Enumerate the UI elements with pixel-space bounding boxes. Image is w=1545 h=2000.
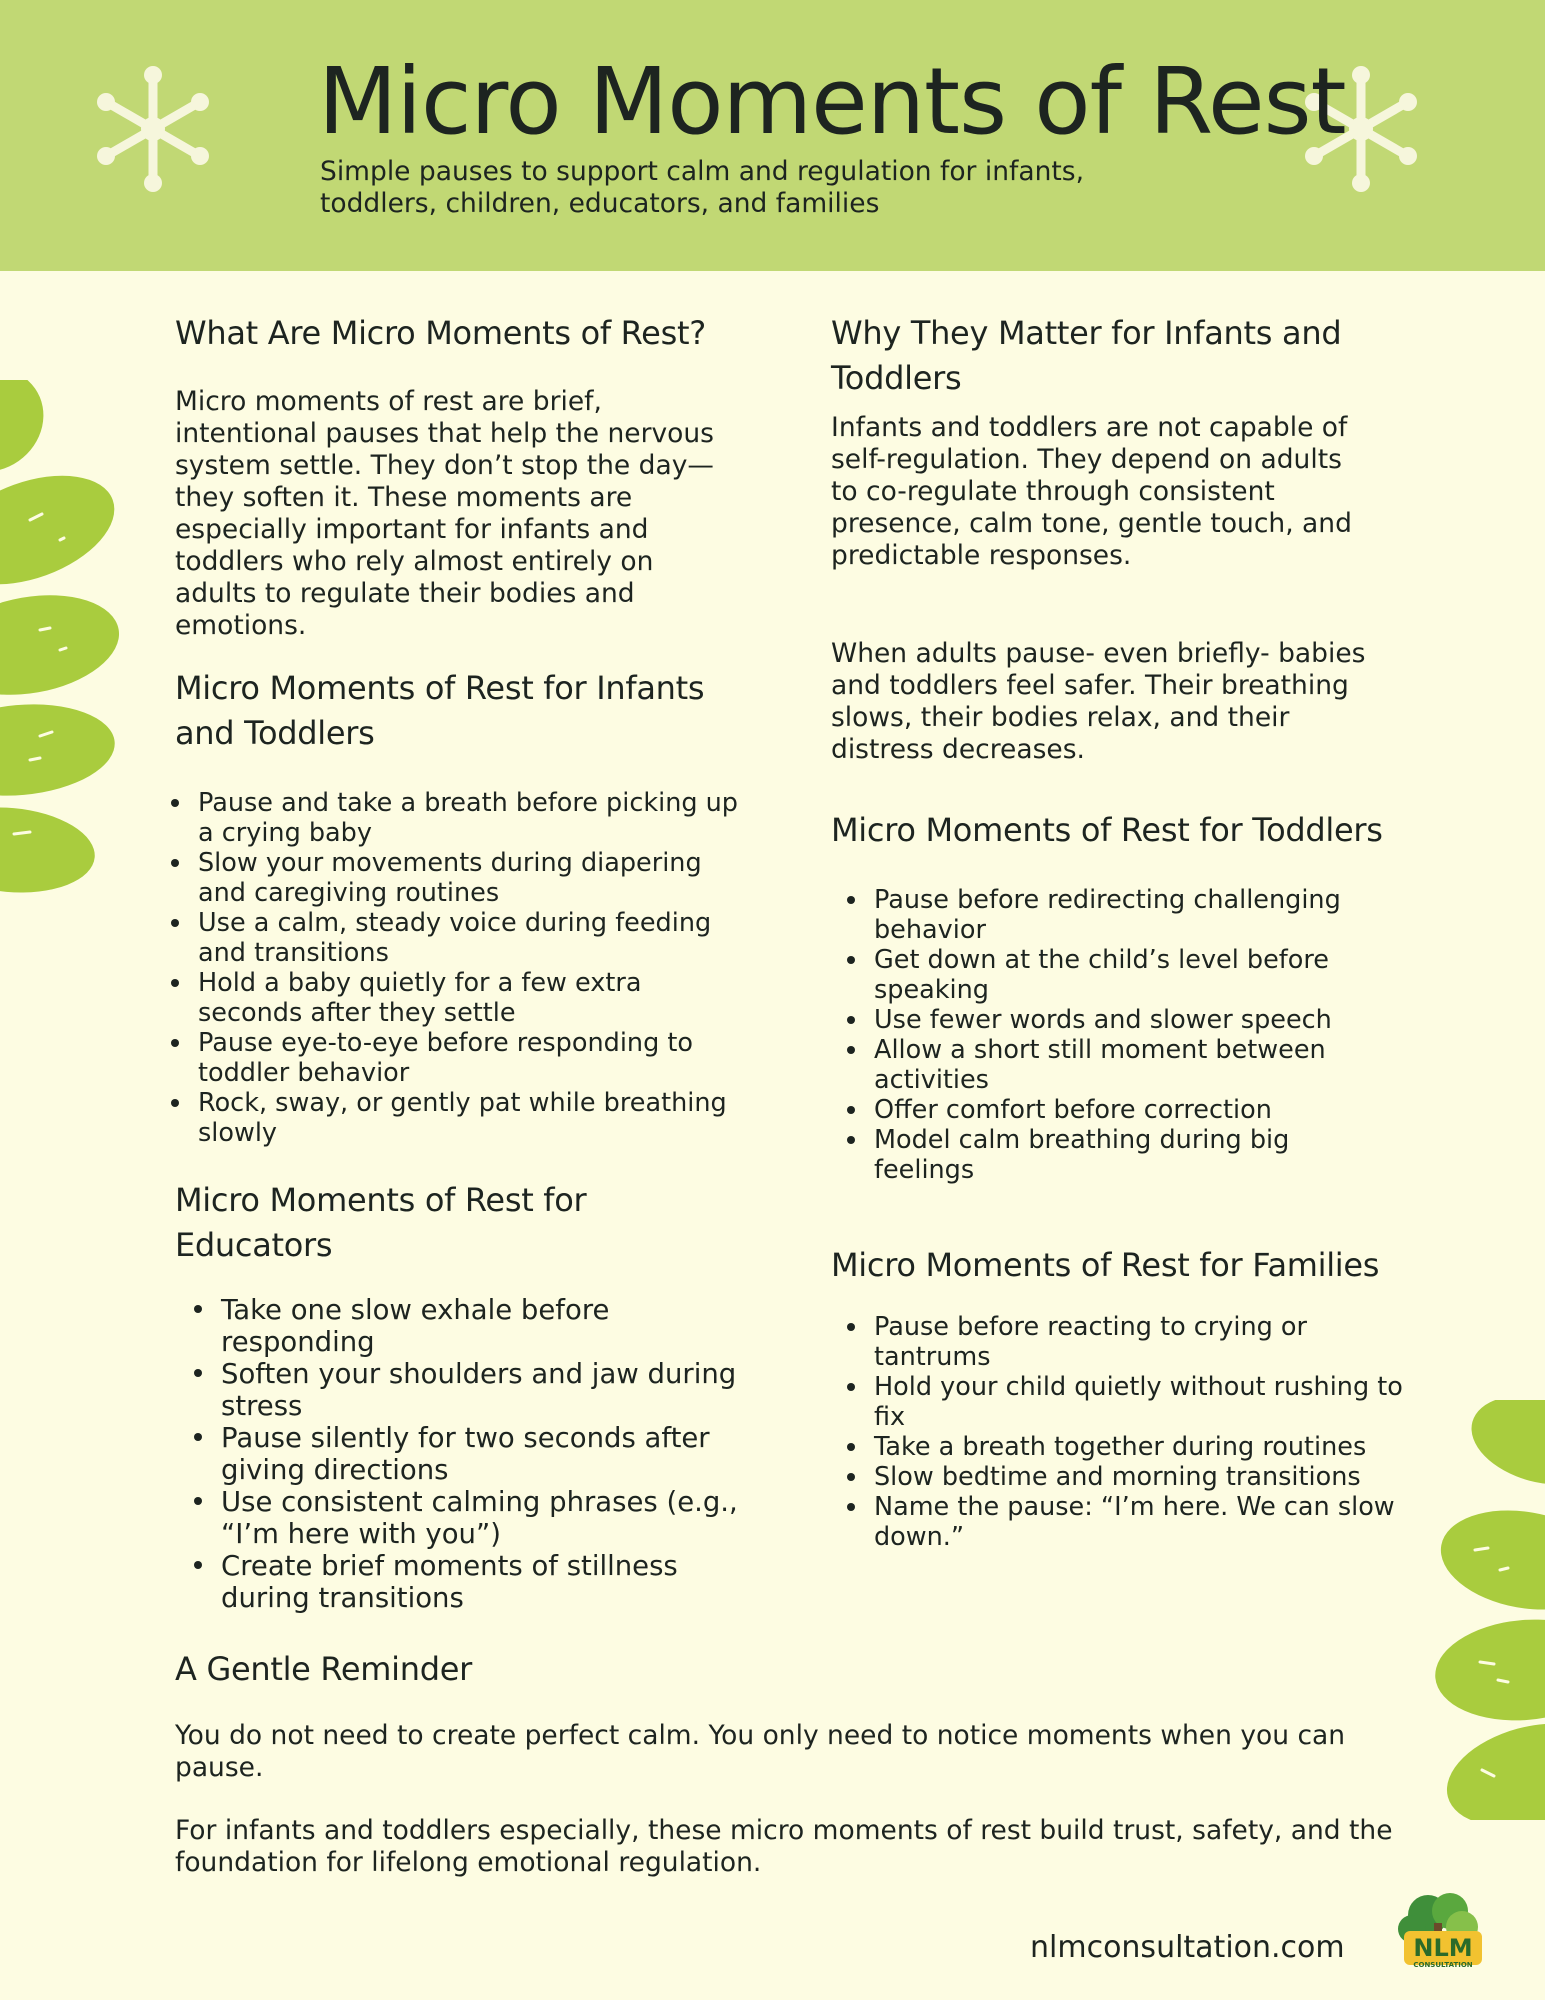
list-item: Rock, sway, or gently pat while breathing slowly [198,1088,738,1148]
list-item: Hold a baby quietly for a few extra seconds after they settle [198,968,738,1028]
website-link[interactable]: nlmconsultation.com [1030,1930,1345,1965]
section-body-what: Micro moments of rest are brief, intentional pauses that help the nervous system settle. They don’t stop the day—they soften it. These moments are especially important for infants and toddlers who rely almost entirely on adults to regulate their bodies and emotions. [175,386,714,641]
bullet-icon [171,919,179,927]
bullet-icon [847,1383,855,1391]
list-item: Use consistent calming phrases (e.g., “I’m here with you”) [221,1486,741,1550]
bullet-icon [194,1305,202,1313]
list-item: Slow bedtime and morning transitions [874,1462,1414,1492]
bullet-icon [194,1433,202,1441]
section-body-reminder-1: You do not need to create perfect calm. You only need to notice moments when you can pause. [175,1720,1346,1783]
bullet-icon [194,1497,202,1505]
list-item: Hold your child quietly without rushing to fix [874,1372,1414,1432]
bullet-icon [847,1016,855,1024]
bullet-icon [171,979,179,987]
bullet-icon [847,1323,855,1331]
list-item: Name the pause: “I’m here. We can slow down.” [874,1492,1414,1552]
bullet-icon [171,1099,179,1107]
section-heading-what: What Are Micro Moments of Rest? [175,314,706,352]
bullet-icon [171,1039,179,1047]
list-item: Soften your shoulders and jaw during stress [221,1358,741,1422]
list-item: Slow your movements during diapering and caregiving routines [198,848,738,908]
list-item: Get down at the child’s level before speaking [874,945,1394,1005]
list-infants-toddlers [198,788,738,1148]
svg-text:CONSULTATION: CONSULTATION [1413,1961,1473,1969]
section-heading-why: Why They Matter for Infants and Toddlers [831,314,1342,397]
nlm-logo [1390,1893,1490,1973]
list-item: Pause silently for two seconds after giving directions [221,1422,741,1486]
section-body-why-2: When adults pause- even briefly- babies and toddlers feel safer. Their breathing slows, their bodies relax, and their distress decreases. [831,638,1366,765]
bullet-icon [194,1561,202,1569]
snowflake-icon [88,64,218,194]
bullet-icon [847,956,855,964]
bullet-icon [847,896,855,904]
list-item: Pause before reacting to crying or tantrums [874,1312,1414,1372]
list-item: Model calm breathing during big feelings [874,1125,1394,1185]
section-heading-families: Micro Moments of Rest for Families [831,1246,1380,1284]
section-heading-educators: Micro Moments of Rest for Educators [175,1181,587,1264]
leaf-decoration [1430,1400,1545,1820]
list-item: Create brief moments of stillness during transitions [221,1550,741,1614]
list-educators [221,1294,741,1614]
list-item: Use fewer words and slower speech [874,1005,1394,1035]
page-subtitle: Simple pauses to support calm and regulation for infants, toddlers, children, educators, and families [320,156,1085,219]
page-title: Micro Moments of Rest [318,48,1346,155]
bullet-icon [847,1136,855,1144]
list-item: Offer comfort before correction [874,1095,1394,1125]
bullet-icon [847,1106,855,1114]
list-toddlers [874,885,1394,1185]
list-families [874,1312,1414,1552]
section-body-why-1: Infants and toddlers are not capable of self-regulation. They depend on adults to co-regulate through consistent presence, calm tone, gentle touch, and predictable responses. [831,412,1352,571]
list-item: Use a calm, steady voice during feeding and transitions [198,908,738,968]
bullet-icon [847,1503,855,1511]
list-item: Pause and take a breath before picking up a crying baby [198,788,738,848]
list-item: Take one slow exhale before responding [221,1294,741,1358]
list-item: Pause eye-to-eye before responding to toddler behavior [198,1028,738,1088]
bullet-icon [847,1473,855,1481]
bullet-icon [171,799,179,807]
section-heading-infants-toddlers: Micro Moments of Rest for Infants and Toddlers [175,669,705,752]
svg-text:NLM: NLM [1413,1934,1473,1962]
list-item: Pause before redirecting challenging behavior [874,885,1394,945]
bullet-icon [194,1369,202,1377]
section-heading-reminder: A Gentle Reminder [175,1650,473,1688]
leaf-decoration [0,380,130,900]
bullet-icon [847,1046,855,1054]
bullet-icon [847,1443,855,1451]
list-item: Allow a short still moment between activities [874,1035,1394,1095]
bullet-icon [171,859,179,867]
list-item: Take a breath together during routines [874,1432,1414,1462]
section-heading-toddlers: Micro Moments of Rest for Toddlers [831,811,1383,849]
section-body-reminder-2: For infants and toddlers especially, these micro moments of rest build trust, safety, and the foundation for lifelong emotional regulation. [175,1815,1393,1878]
